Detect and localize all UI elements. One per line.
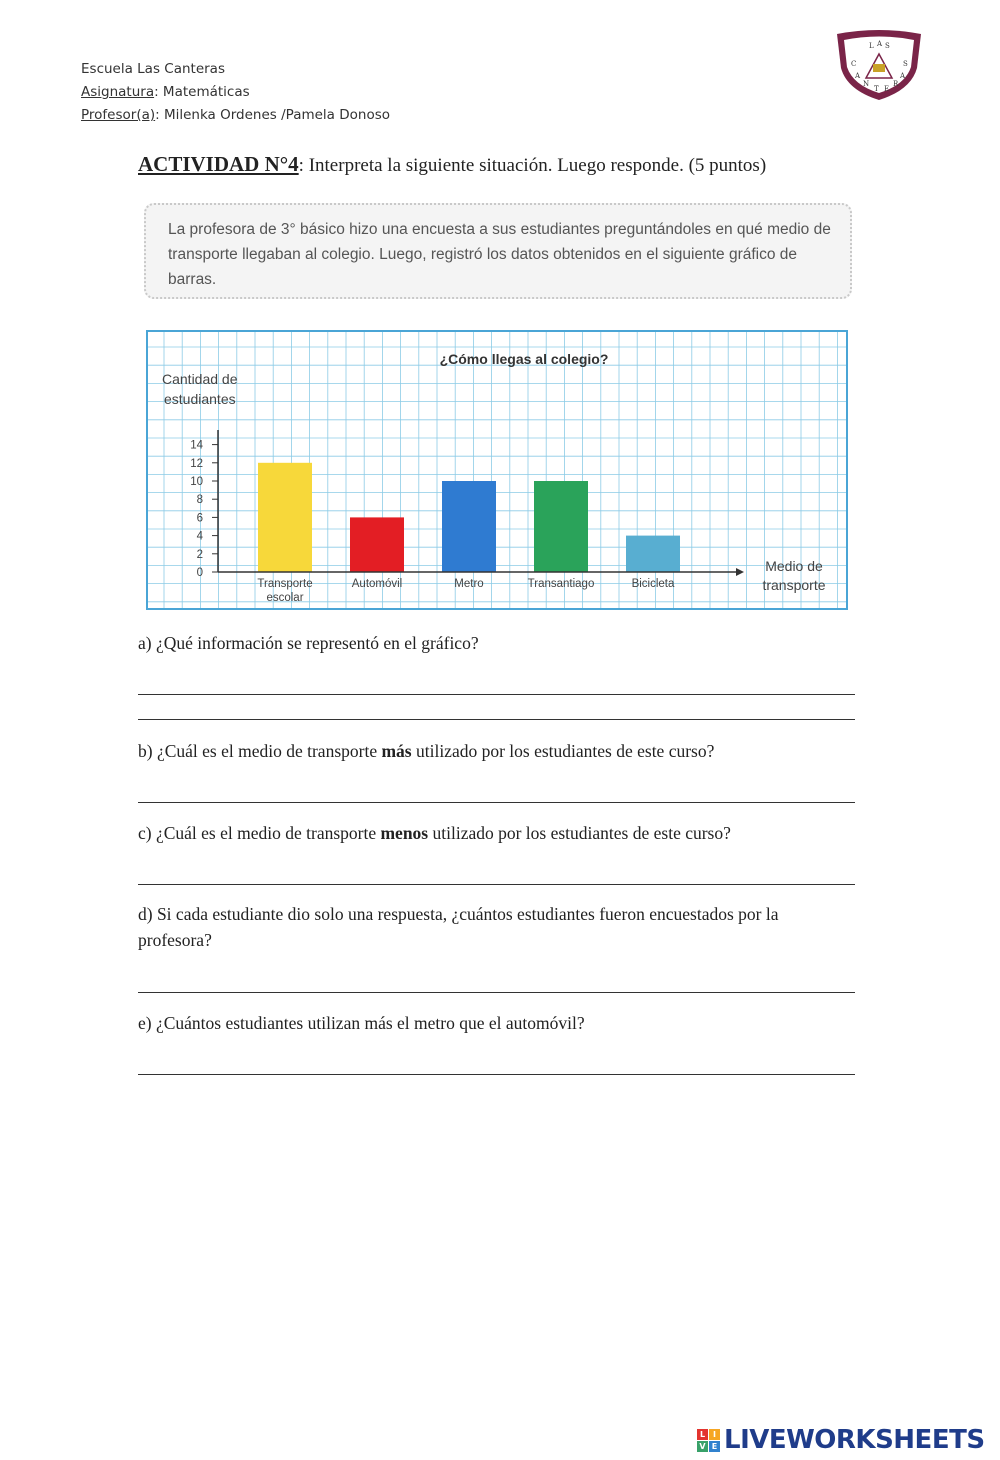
category-label: Metro [454, 578, 484, 590]
answer-line-d[interactable] [138, 992, 855, 993]
crest-letter: A [855, 72, 861, 80]
crest-letter: A [900, 72, 906, 80]
crest-letter: T [874, 85, 879, 93]
answer-line-a1[interactable] [138, 694, 855, 695]
y-tick-label: 14 [190, 439, 203, 452]
logo-block: E [709, 1441, 720, 1452]
y-axis-label-line2: estudiantes [164, 391, 236, 407]
crest-letter: R [893, 80, 899, 88]
question-c-post: utilizado por los estudiantes de este curso? [428, 823, 731, 843]
teacher-value: : Milenka Ordenes /Pamela Donoso [155, 107, 391, 123]
answer-line-a2[interactable] [138, 719, 855, 720]
answer-line-b[interactable] [138, 802, 855, 803]
logo-text: LIVEWORKSHEETS [724, 1425, 985, 1455]
question-b-post: utilizado por los estudiantes de este curso? [411, 741, 715, 761]
question-c [138, 820, 731, 846]
question-c-pre: c) ¿Cuál es el medio de transporte [138, 823, 381, 843]
bar [534, 481, 588, 572]
question-b-bold: más [381, 741, 412, 761]
subject-label: Asignatura [81, 84, 155, 100]
answer-line-e[interactable] [138, 1074, 855, 1075]
subject-line [81, 81, 390, 104]
bar [626, 536, 680, 572]
chart-title: ¿Cómo llegas al colegio? [439, 351, 609, 367]
school-crest-icon [833, 28, 925, 102]
y-tick-label: 6 [196, 512, 203, 525]
logo-block: I [709, 1429, 720, 1440]
bar [442, 481, 496, 572]
x-axis-label-line1: Medio de [765, 558, 823, 574]
category-label: escolar [266, 592, 304, 604]
liveworksheets-logo [697, 1422, 985, 1458]
bar [258, 463, 312, 572]
y-axis-label-line1: Cantidad de [162, 371, 238, 387]
school-name: Escuela Las Canteras [81, 61, 225, 77]
category-label: Bicicleta [631, 578, 675, 590]
logo-blocks-icon [697, 1429, 720, 1452]
activity-title [138, 152, 766, 177]
y-tick-label: 12 [190, 457, 203, 470]
y-tick-label: 10 [190, 476, 203, 488]
crest-letter: L [869, 42, 874, 50]
crest-letter: S [903, 60, 908, 68]
question-c-bold: menos [380, 823, 429, 843]
crest-letter: N [863, 80, 870, 88]
logo-block: L [697, 1429, 708, 1440]
y-tick-label: 4 [196, 530, 203, 543]
answer-line-c[interactable] [138, 884, 855, 885]
bar-chart-svg [146, 330, 848, 610]
category-label: Transantiago [527, 578, 595, 590]
crest-letter: A [877, 40, 883, 48]
crest-letter: C [851, 60, 857, 68]
question-d: d) Si cada estudiante dio solo una respuesta, ¿cuántos estudiantes fueron encuestados por la profesora? [138, 904, 779, 950]
question-e: e) ¿Cuántos estudiantes utilizan más el metro que el automóvil? [138, 1013, 585, 1033]
question-b-pre: b) ¿Cuál es el medio de transporte [138, 741, 382, 761]
activity-instruction: : Interpreta la siguiente situación. Luego responde. (5 puntos) [298, 155, 767, 176]
activity-label: ACTIVIDAD N°4 [138, 152, 299, 176]
document-header [81, 58, 390, 127]
logo-block: V [697, 1441, 708, 1452]
crest-letter: E [884, 85, 890, 93]
y-tick-label: 2 [196, 548, 203, 561]
intro-text: La profesora de 3° básico hizo una encuesta a sus estudiantes preguntándoles en qué medio de transporte llegaban al colegio. Luego, registró los datos obtenidos en el siguiente gráfico de barras. [168, 221, 831, 288]
intro-text-box [144, 203, 852, 299]
crest-letter: S [885, 42, 890, 50]
y-tick-label: 0 [196, 567, 203, 579]
subject-value: : Matemáticas [154, 84, 250, 100]
bar [350, 517, 404, 572]
chart-frame [147, 331, 847, 609]
y-tick-label: 8 [196, 494, 203, 507]
category-label: Automóvil [351, 578, 403, 590]
x-axis-label-line2: transporte [762, 577, 826, 593]
teacher-line [81, 104, 390, 127]
bar-chart [146, 330, 848, 610]
question-a: a) ¿Qué información se representó en el gráfico? [138, 633, 479, 653]
category-label: Transporte [257, 578, 313, 590]
question-b [138, 738, 714, 764]
teacher-label: Profesor(a) [81, 107, 156, 123]
